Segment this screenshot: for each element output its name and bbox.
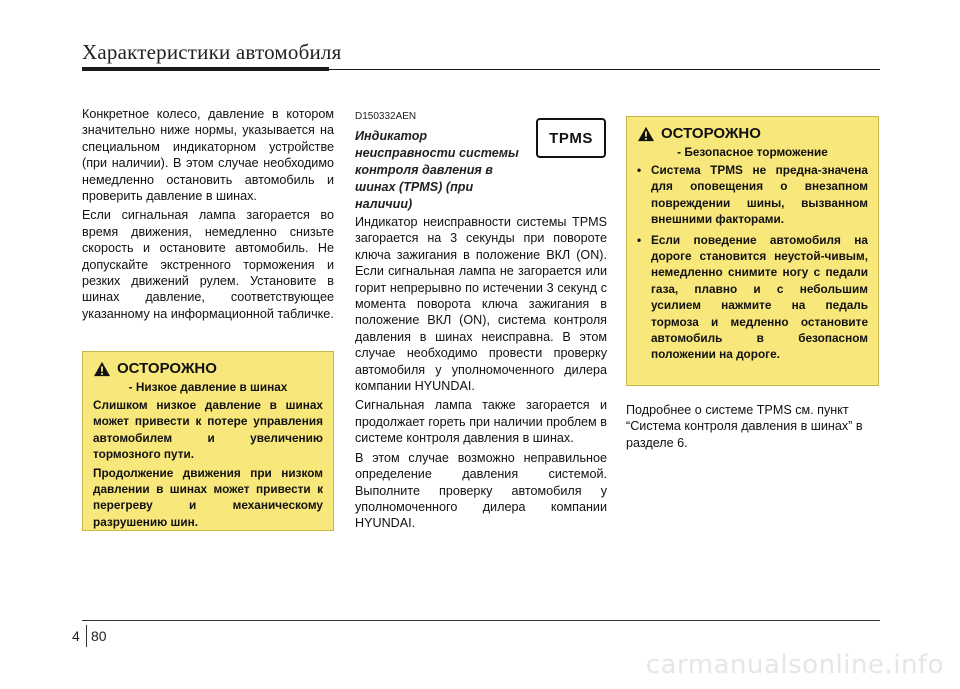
- warning-box-safe-braking: [626, 116, 879, 386]
- warning-heading: [93, 360, 323, 377]
- paragraph: Конкретное колесо, давление в котором значительно ниже нормы, указывается на специальном индикаторном устройстве (при наличии). В этом случае необходимо немедленно остановить автомобиль и проверить давление в шинах.: [82, 107, 334, 204]
- column-1: [82, 106, 334, 325]
- paragraph: Если сигнальная лампа загорается во время движения, немедленно снизьте скорость и остановите автомобиль. Не допускайте экстренного торможения и резких движений рулем. Установите в шинах давление, соответствующее указанному на информационной табличке.: [82, 208, 334, 321]
- paragraph: Индикатор неисправности системы TPMS загорается на 3 секунды при повороте ключа зажигания в положение ВКЛ (ON). Если сигнальная лампа не загорается или горит непрерывно по истечении 3 секунд с момента поворота ключа зажигания в положение ВКЛ (ON), система контроля давления в шинах неисправна. В этом случае необходимо провести проверку автомобиля у уполномоченного дилера компании HYUNDAI.: [355, 215, 607, 394]
- header-bar: [82, 67, 329, 71]
- footer-divider: [82, 620, 880, 621]
- section-code: D150332AEN: [355, 111, 417, 122]
- warning-title: ОСТОРОЖНО: [117, 360, 217, 377]
- warning-text: Слишком низкое давление в шинах может привести к потере управления автомобилем и увеличению тормозного пути.: [93, 398, 323, 462]
- warning-triangle-icon: [93, 361, 111, 377]
- paragraph: Сигнальная лампа также загорается и продолжает гореть при наличии проблем в системе контроля давления в шинах.: [355, 398, 607, 446]
- tpms-label: TPMS: [549, 129, 593, 147]
- warning-subtitle: - Безопасное торможение: [677, 145, 828, 159]
- list-item: • Если поведение автомобиля на дороге становится неустой-чивым, немедленно снимите ногу с педали газа, плавно и с небольшим усилием нажмите на педаль тормоза и медленно остановите автомобиль в безопасном положении на дороге.: [637, 232, 868, 363]
- header-divider: [329, 69, 880, 70]
- page-number: 80: [91, 628, 107, 644]
- warning-box-low-pressure: [82, 351, 334, 531]
- page-title: Характеристики автомобиля: [82, 40, 342, 64]
- warning-title: ОСТОРОЖНО: [661, 125, 761, 142]
- warning-text: Продолжение движения при низком давлении в шинах может привести к перегреву и механическому разрушению шин.: [93, 465, 323, 529]
- warning-triangle-icon: [637, 126, 655, 142]
- paragraph: В этом случае возможно неправильное определение давления системой. Выполните проверку автомобиля у уполномоченного дилера компании HYUNDAI.: [355, 450, 607, 531]
- watermark: carmanualsonline.info: [645, 650, 944, 680]
- section-title: Индикатор неисправности системы контроля давления в шинах (TPMS) (при наличии): [355, 129, 519, 211]
- list-item: • Система TPMS не предна-значена для оповещения о внезапном повреждении шины, вызванном внешними факторами.: [637, 162, 868, 228]
- page-number-divider: [86, 625, 87, 647]
- section-number: 4: [72, 628, 80, 644]
- column-3-note: [626, 402, 880, 451]
- warning-heading: [637, 125, 868, 142]
- reference-note: Подробнее о системе TPMS см. пункт “Система контроля давления в шинах” в разделе 6.: [626, 403, 863, 450]
- warning-subtitle: - Низкое давление в шинах: [128, 380, 288, 394]
- warning-list: [637, 162, 868, 363]
- tpms-indicator-icon: [536, 118, 606, 158]
- column-2: [355, 111, 607, 535]
